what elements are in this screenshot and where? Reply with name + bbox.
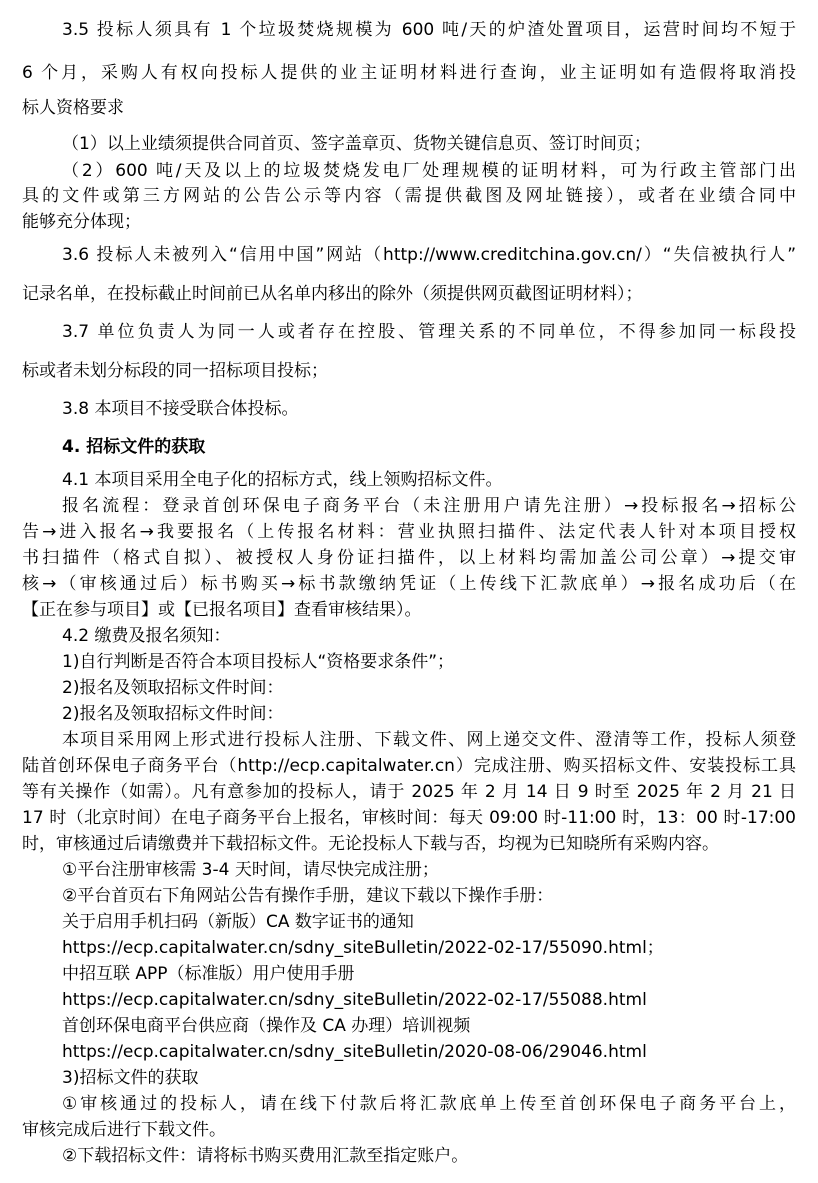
clause-4-2-item-1: 1)自行判断是否符合本项目投标人“资格要求条件”； — [62, 652, 455, 672]
clause-3-6-line-2: 记录名单，在投标截止时间前已从名单内移出的除外（须提供网页截图证明材料）； — [22, 284, 643, 304]
manual-3-link[interactable]: https://ecp.capitalwater.cn/sdny_siteBulletin/2020-08-06/29046.html — [62, 1042, 647, 1062]
manual-3-title: 首创环保电商平台供应商（操作及 CA 办理）培训视频 — [62, 1016, 471, 1036]
clause-3-5-line-3: 标人资格要求 — [22, 98, 124, 118]
clause-3-5-item-1: （1）以上业绩须提供合同首页、签字盖章页、货物关键信息页、签订时间页； — [62, 134, 651, 154]
online-procedure-line-3: 等有关操作（如需）。凡有意参加的投标人，请于 2025 年 2 月 14 日 9 时至 2025 年 2 月 21 日 — [22, 782, 796, 802]
clause-3-5-item-2-line-1: （2）600 吨/天及以上的垃圾焚烧发电厂处理规模的证明材料，可为行政主管部门出 — [62, 161, 796, 181]
clause-3-7-line-2: 标或者未划分标段的同一招标项目投标； — [22, 361, 328, 381]
online-procedure-line-5: 时，审核通过后请缴费并下载招标文件。无论投标人下载与否，均视为已知晓所有采购内容。 — [22, 834, 719, 854]
obtain-docs-line-2: 审核完成后进行下载文件。 — [22, 1120, 226, 1140]
online-procedure-line-2: 陆首创环保电子商务平台（http://ecp.capitalwater.cn）完成注册、购买招标文件、安装投标工具 — [22, 756, 796, 776]
registration-flow-line-4: 核→（审核通过后）标书购买→标书款缴纳凭证（上传线下汇款底单）→报名成功后（在 — [22, 574, 796, 594]
manual-1-link[interactable]: https://ecp.capitalwater.cn/sdny_siteBulletin/2022-02-17/55090.html； — [62, 938, 664, 958]
clause-4-2-item-3: 3)招标文件的获取 — [62, 1068, 199, 1088]
obtain-docs-line-1: ①审核通过的投标人，请在线下付款后将汇款底单上传至首创环保电子商务平台上， — [62, 1094, 796, 1114]
manual-2-link[interactable]: https://ecp.capitalwater.cn/sdny_siteBulletin/2022-02-17/55088.html — [62, 990, 647, 1010]
online-procedure-line-4: 17 时（北京时间）在电子商务平台上报名，审核时间：每天 09:00 时-11:00 时，13：00 时-17:00 — [22, 808, 796, 828]
clause-4-2-item-2: 2)报名及领取招标文件时间： — [62, 678, 284, 698]
clause-3-7-line-1: 3.7 单位负责人为同一人或者存在控股、管理关系的不同单位，不得参加同一标段投 — [62, 322, 796, 342]
registration-flow-line-5: 【正在参与项目】或【已报名项目】查看审核结果）。 — [22, 600, 422, 620]
note-registration-review: ①平台注册审核需 3-4 天时间，请尽快完成注册； — [62, 860, 439, 880]
manual-2-title: 中招互联 APP（标准版）用户使用手册 — [62, 964, 355, 984]
section-4-heading: 4. 招标文件的获取 — [62, 437, 206, 457]
clause-3-5-item-2-line-3: 能够充分体现； — [22, 212, 141, 232]
note-operation-manual: ②平台首页右下角网站公告有操作手册，建议下载以下操作手册： — [62, 886, 554, 906]
clause-3-8: 3.8 本项目不接受联合体投标。 — [62, 399, 299, 419]
clause-4-2-item-2-repeat: 2)报名及领取招标文件时间： — [62, 704, 284, 724]
registration-flow-line-3: 书扫描件（格式自拟）、被授权人身份证扫描件，以上材料均需加盖公司公章）→提交审 — [22, 548, 796, 568]
clause-4-1: 4.1 本项目采用全电子化的招标方式，线上领购招标文件。 — [62, 470, 503, 490]
registration-flow-line-1: 报名流程：登录首创环保电子商务平台（未注册用户请先注册）→投标报名→招标公 — [62, 496, 796, 516]
clause-3-6-line-1: 3.6 投标人未被列入“信用中国”网站（http://www.creditchina.gov.cn/）“失信被执行人” — [62, 245, 796, 265]
registration-flow-line-2: 告→进入报名→我要报名（上传报名材料：营业执照扫描件、法定代表人针对本项目授权 — [22, 522, 796, 542]
manual-1-title: 关于启用手机扫码（新版）CA 数字证书的通知 — [62, 912, 414, 932]
clause-3-5-line-1: 3.5 投标人须具有 1 个垃圾焚烧规模为 600 吨/天的炉渣处置项目，运营时间均不短于 — [62, 20, 796, 40]
clause-4-2: 4.2 缴费及报名须知： — [62, 626, 231, 646]
obtain-docs-line-3: ②下载招标文件：请将标书购买费用汇款至指定账户。 — [62, 1146, 469, 1166]
clause-3-5-line-2: 6 个月，采购人有权向投标人提供的业主证明材料进行查询，业主证明如有造假将取消投 — [22, 63, 796, 83]
clause-3-5-item-2-line-2: 具的文件或第三方网站的公告公示等内容（需提供截图及网址链接），或者在业绩合同中 — [22, 186, 796, 206]
online-procedure-line-1: 本项目采用网上形式进行投标人注册、下载文件、网上递交文件、澄清等工作，投标人须登 — [62, 730, 796, 750]
